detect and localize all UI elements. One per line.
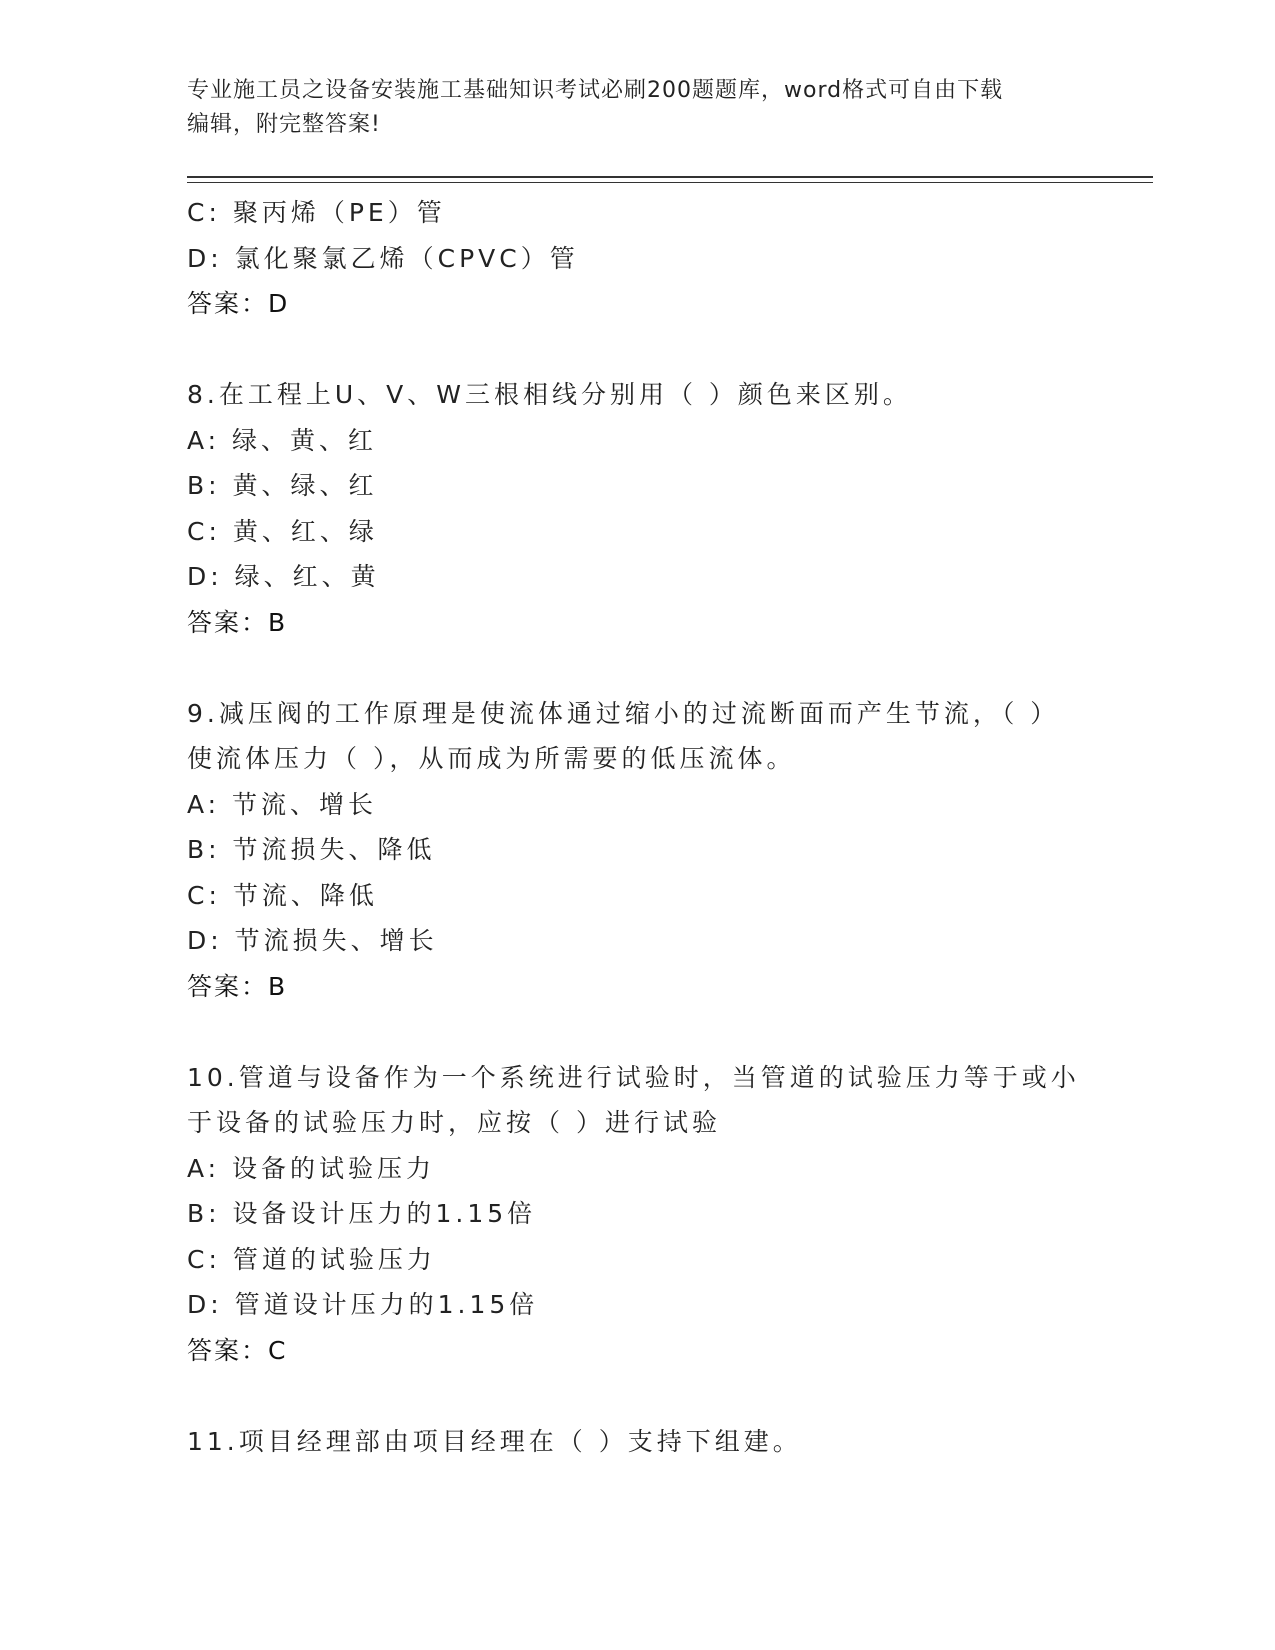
option-d: D: 节流损失、增长 bbox=[187, 926, 438, 955]
option-b: B: 节流损失、降低 bbox=[187, 835, 436, 864]
header-rule-thick bbox=[187, 176, 1153, 178]
question-9 bbox=[187, 691, 1087, 1010]
question-stem-line-1: 9.减压阀的工作原理是使流体通过缩小的过流断面而产生节流，（ ） bbox=[187, 698, 1060, 728]
option-d: D: 绿、红、黄 bbox=[187, 562, 380, 591]
question-stem-line-2: 使流体压力（ ），从而成为所需要的低压流体。 bbox=[187, 744, 796, 773]
question-10 bbox=[187, 1055, 1087, 1374]
answer-line: 答案：B bbox=[187, 971, 288, 1001]
page-header bbox=[187, 74, 1087, 142]
option-a: A: 绿、黄、红 bbox=[187, 425, 378, 455]
spacer bbox=[187, 1009, 1087, 1055]
option-b: B: 黄、绿、红 bbox=[187, 471, 378, 500]
spacer bbox=[187, 327, 1087, 373]
question-stem-line-1: 10.管道与设备作为一个系统进行试验时，当管道的试验压力等于或小 bbox=[187, 1062, 1080, 1092]
header-title-line-2: 编辑，附完整答案! bbox=[187, 112, 381, 137]
header-title-line-1: 专业施工员之设备安装施工基础知识考试必刷200题题库，word格式可自由下载 bbox=[187, 78, 1004, 103]
answer-line: 答案：B bbox=[187, 607, 288, 637]
option-c: C: 管道的试验压力 bbox=[187, 1244, 436, 1274]
question-stem-line-2: 于设备的试验压力时，应按（ ）进行试验 bbox=[187, 1108, 721, 1137]
option-a: A: 设备的试验压力 bbox=[187, 1153, 436, 1183]
option-d: D: 氯化聚氯乙烯（CPVC）管 bbox=[187, 243, 579, 273]
question-8 bbox=[187, 372, 1087, 645]
question-stem: 11.项目经理部由项目经理在（ ）支持下组建。 bbox=[187, 1426, 802, 1456]
option-a: A: 节流、增长 bbox=[187, 789, 378, 819]
document-body bbox=[187, 190, 1087, 1464]
option-d: D: 管道设计压力的1.15倍 bbox=[187, 1290, 539, 1319]
spacer bbox=[187, 645, 1087, 691]
question-7-continued bbox=[187, 190, 1087, 327]
question-11 bbox=[187, 1419, 1087, 1465]
option-c: C: 聚丙烯（PE）管 bbox=[187, 198, 446, 227]
option-c: C: 黄、红、绿 bbox=[187, 516, 378, 546]
spacer bbox=[187, 1373, 1087, 1419]
option-c: C: 节流、降低 bbox=[187, 880, 378, 910]
answer-line: 答案：C bbox=[187, 1335, 288, 1365]
answer-line: 答案：D bbox=[187, 289, 290, 318]
header-rule-thin bbox=[187, 182, 1153, 183]
option-b: B: 设备设计压力的1.15倍 bbox=[187, 1199, 537, 1228]
question-stem: 8.在工程上U、V、W三根相线分别用（ ）颜色来区别。 bbox=[187, 380, 912, 409]
